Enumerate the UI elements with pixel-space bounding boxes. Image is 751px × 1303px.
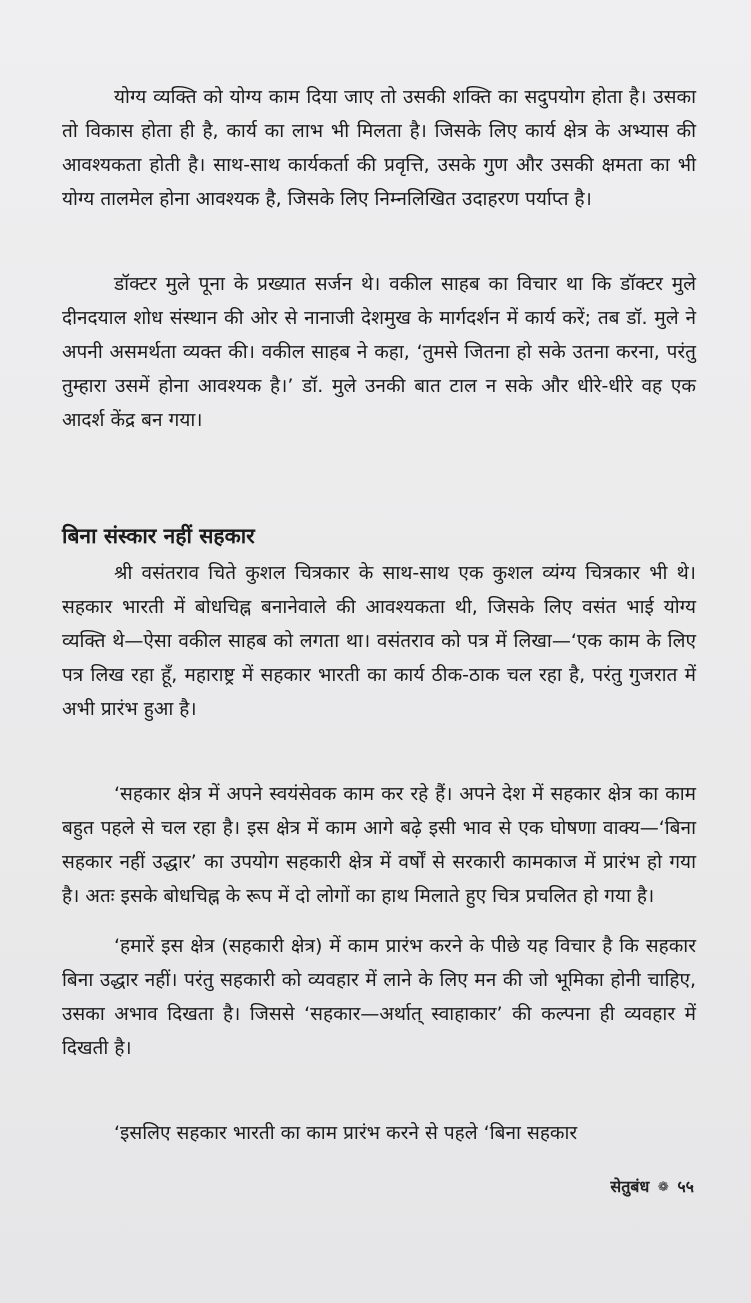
- page-footer: [610, 1175, 694, 1197]
- paragraph-text: ‘हमारें इस क्षेत्र (सहकारी क्षेत्र) में काम प्रारंभ करने के पीछे यह विचार है कि सहकार बिना उद्धार नहीं। परंतु सहकारी को व्यवहार में लाने के लिए मन की जो भूमिका होनी चाहिए, उसका अभाव दिखता है। जिससे ‘सहकार—अर्थात् स्वाहाकार’ की कल्पना ही व्यवहार में दिखती है।: [62, 935, 696, 1059]
- paragraph: [62, 1116, 696, 1150]
- paragraph: [62, 556, 696, 726]
- paragraph-text: डॉक्टर मुले पूना के प्रख्यात सर्जन थे। वकील साहब का विचार था कि डॉक्टर मुले दीनदयाल शोध संस्थान की ओर से नानाजी देशमुख के मार्गदर्शन में कार्य करें; तब डॉ. मुले ने अपनी असमर्थता व्यक्त की। वकील साहब ने कहा, ‘तुमसे जितना हो सके उतना करना, परंतु तुम्हारा उसमें होना आवश्यक है।’ डॉ. मुले उनकी बात टाल न सके और धीरे-धीरे वह एक आदर्श केंद्र बन गया।: [62, 273, 696, 431]
- paragraph-text: ‘इसलिए सहकार भारती का काम प्रारंभ करने से पहले ‘बिना सहकार: [114, 1122, 578, 1144]
- paragraph-text: ‘सहकार क्षेत्र में अपने स्वयंसेवक काम कर रहे हैं। अपने देश में सहकार क्षेत्र का काम बहुत पहले से चल रहा है। इस क्षेत्र में काम आगे बढ़े इसी भाव से एक घोषणा वाक्य—‘बिना सहकार नहीं उद्धार’ का उपयोग सहकारी क्षेत्र में वर्षों से सरकारी कामकाज में प्रारंभ हो गया है। अतः इसके बोधचिह्न के रूप में दो लोगों का हाथ मिलाते हुए चित्र प्रचलित हो गया है।: [62, 783, 696, 907]
- paragraph: [62, 777, 696, 913]
- paragraph-text: श्री वसंतराव चिते कुशल चित्रकार के साथ-साथ एक कुशल व्यंग्य चित्रकार भी थे। सहकार भारती में बोधचिह्न बनानेवाले की आवश्यकता थी, जिसके लिए वसंत भाई योग्य व्यक्ति थे—ऐसा वकील साहब को लगता था। वसंतराव को पत्र में लिखा—‘एक काम के लिए पत्र लिख रहा हूँ, महाराष्ट्र में सहकार भारती का कार्य ठीक-ठाक चल रहा है, परंतु गुजरात में अभी प्रारंभ हुआ है।: [62, 562, 696, 720]
- section-heading: बिना संस्कार नहीं सहकार: [62, 524, 255, 548]
- paragraph: [62, 80, 696, 216]
- paragraph: [62, 267, 696, 437]
- book-title: सेतुबंध: [610, 1177, 650, 1196]
- paragraph: [62, 929, 696, 1065]
- paragraph-text: योग्य व्यक्ति को योग्य काम दिया जाए तो उसकी शक्ति का सदुपयोग होता है। उसका तो विकास होता ही है, कार्य का लाभ भी मिलता है। जिसके लिए कार्य क्षेत्र के अभ्यास की आवश्यकता होती है। साथ-साथ कार्यकर्ता की प्रवृत्ति, उसके गुण और उसकी क्षमता का भी योग्य तालमेल होना आवश्यक है, जिसके लिए निम्नलिखित उदाहरण पर्याप्त है।: [62, 86, 696, 210]
- page-number: ५५: [677, 1177, 694, 1196]
- flower-ornament-icon: ❁: [657, 1180, 669, 1195]
